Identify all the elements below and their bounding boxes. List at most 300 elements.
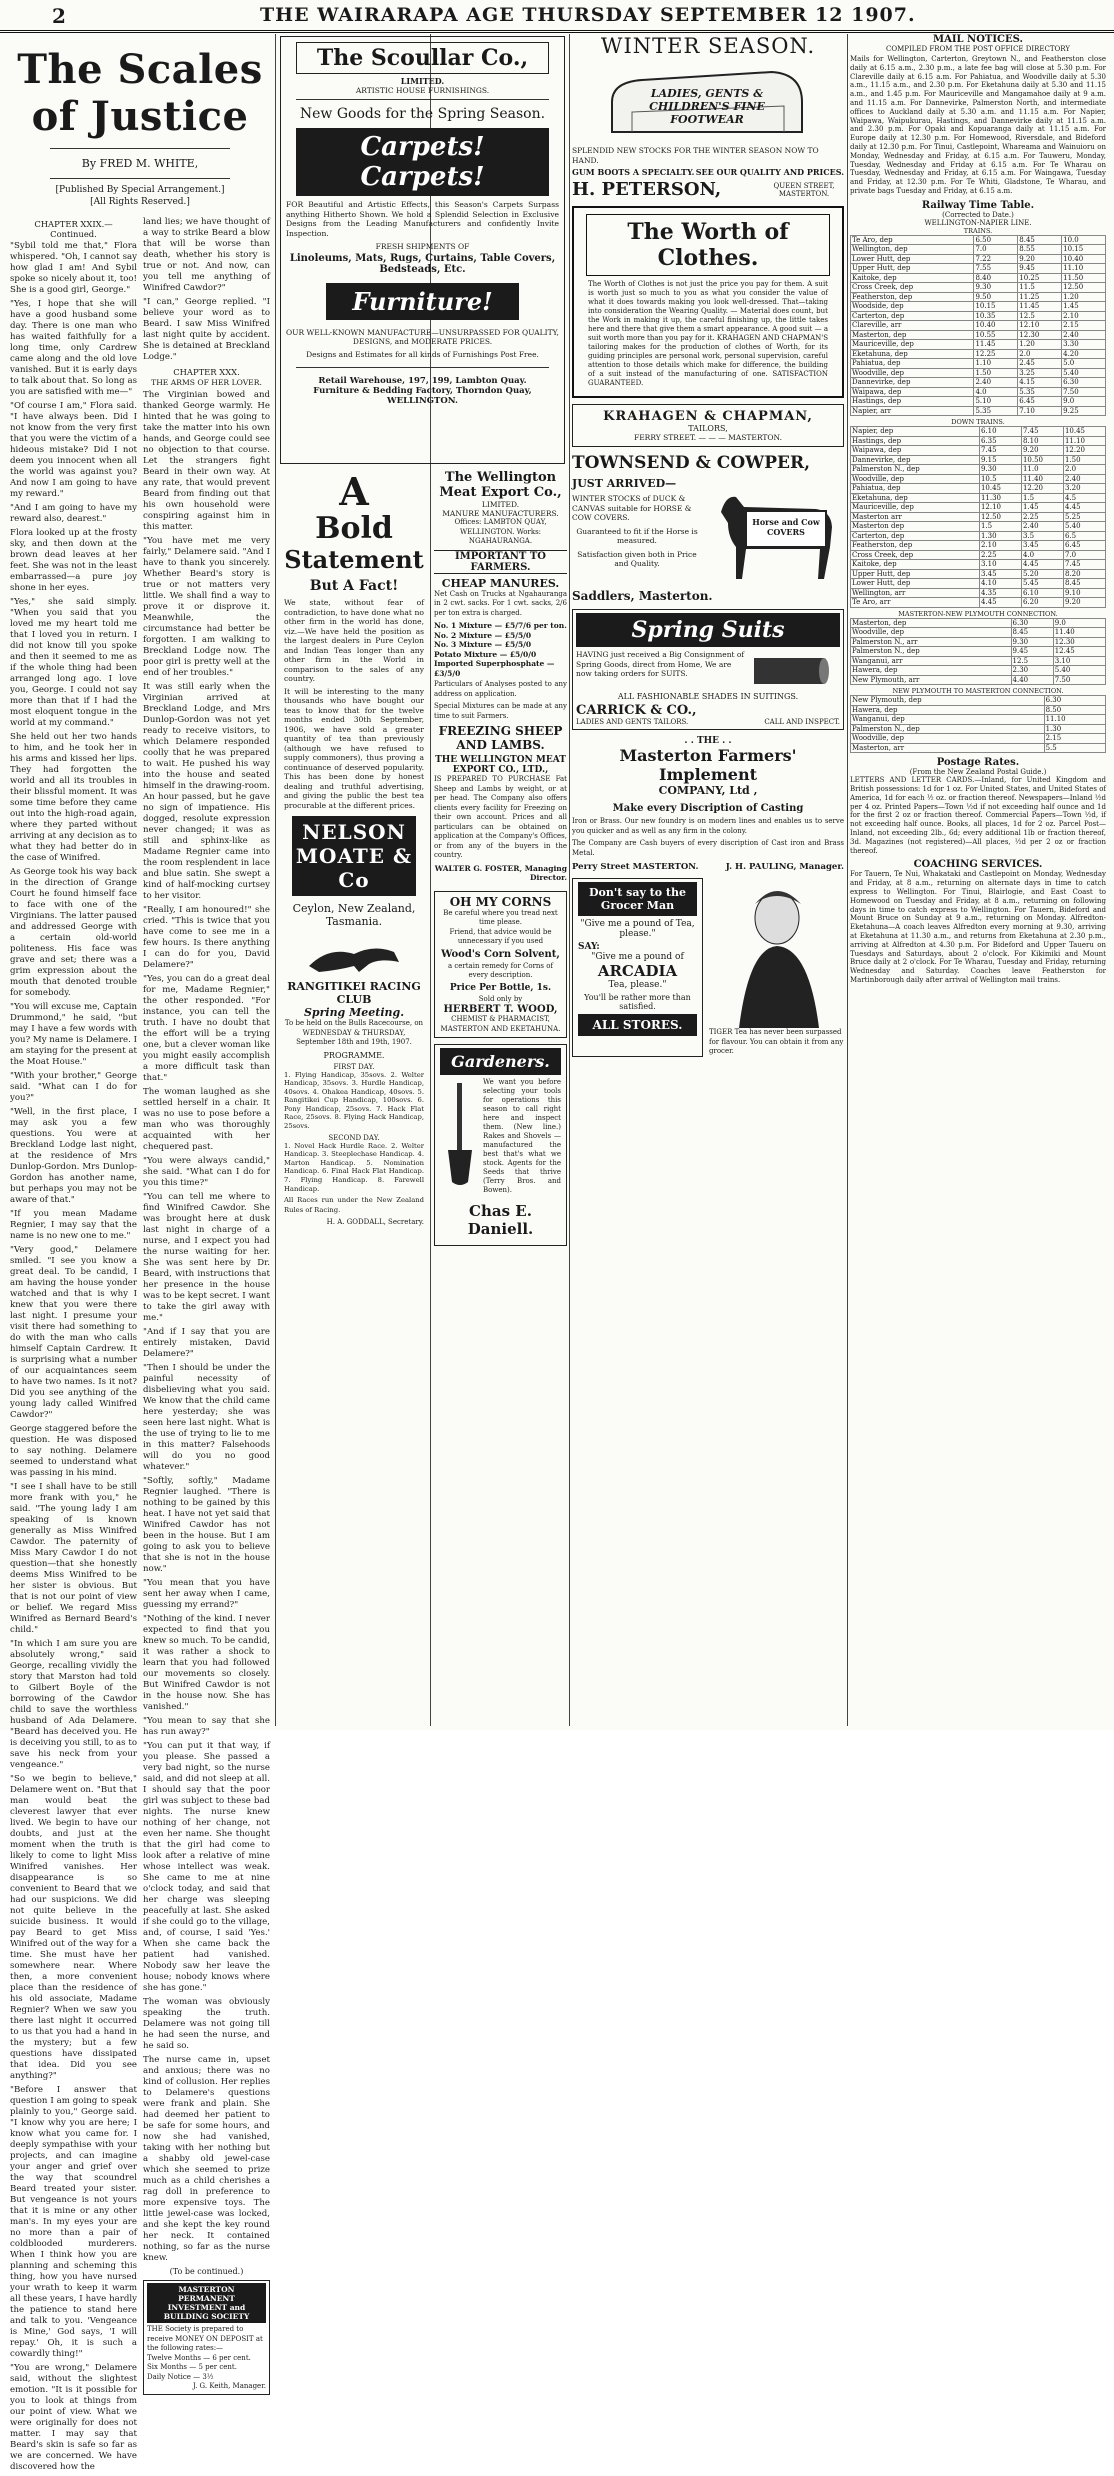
ad-text: ALL STORES. xyxy=(578,1014,697,1036)
mnp-row xyxy=(851,628,1106,638)
up-train-row xyxy=(851,340,1106,350)
mnp-row xyxy=(851,675,1106,685)
ad-limited: LIMITED. xyxy=(400,76,445,86)
furniture-banner: Furniture! xyxy=(326,283,519,320)
station-cell: Napier, arr xyxy=(851,406,974,416)
time-cell: 6.10 xyxy=(1021,588,1063,598)
down-train-row xyxy=(851,522,1106,532)
chapter-subheading: THE ARMS OF HER LOVER. xyxy=(151,378,262,387)
station-cell: Palmerston N., arr xyxy=(851,637,1012,647)
station-cell: Clareville, arr xyxy=(851,321,974,331)
ad-place: Ceylon, New Zealand, Tasmania. xyxy=(292,902,416,928)
ad-text: LADIES AND GENTS TAILORS. xyxy=(576,718,689,726)
time-cell: 11.10 xyxy=(1063,436,1105,446)
down-train-row xyxy=(851,465,1106,475)
mnp-row xyxy=(851,647,1106,657)
time-cell: 5.10 xyxy=(974,397,1018,407)
time-cell: 1.5 xyxy=(979,522,1021,532)
story-paragraph: The Virginian bowed and thanked George warmly. He hinted that he was going to take the matter into his own hands, and George could see no objection to that course. Let the strangers fight Beard in their own way. At any rate, that would prevent Beard from finding out that his own household were conspiring against him in this matter. xyxy=(143,390,270,532)
masterton-permanent-ad xyxy=(143,2280,270,2395)
time-cell: 7.0 xyxy=(974,245,1018,255)
time-cell: 8.45 xyxy=(1063,579,1105,589)
time-cell: 11.25 xyxy=(1018,292,1062,302)
station-cell: Waipawa, dep xyxy=(851,446,980,456)
time-cell: 3.10 xyxy=(1053,656,1105,666)
station-cell: Eketahuna, dep xyxy=(851,349,974,359)
mnp-table xyxy=(850,618,1106,686)
station-cell: Hawera, dep xyxy=(851,705,1045,715)
up-train-row xyxy=(851,311,1106,321)
mnp-title: MASTERTON-NEW PLYMOUTH CONNECTION. xyxy=(898,609,1058,618)
time-cell: 2.10 xyxy=(979,541,1021,551)
ad-title: MASTERTON PERMANENT INVESTMENT and BUILDING SOCIETY xyxy=(147,2283,266,2323)
ad-text: "Give me a pound of xyxy=(591,952,684,962)
ad-text: Special Mixtures can be made at any time to suit Farmers. xyxy=(434,702,567,720)
story-paragraph: George staggered before the question. He was disposed to say nothing. Delamere seemed to understand what was passing in his mind. xyxy=(10,1424,137,1478)
ad-text: Guaranteed to fit if the Horse is measured. xyxy=(576,526,698,545)
ad-title: KRAHAGEN & CHAPMAN, xyxy=(603,409,813,424)
ad-text: You'll be rather more than satisfied. xyxy=(584,993,691,1011)
rate-row: Twelve Months — 6 per cent. xyxy=(147,2353,251,2362)
up-train-row xyxy=(851,254,1106,264)
story-paragraph: "Nothing of the kind. I never expected to find that you knew so much. To be candid, it was rather a shock to learn that you had followed our movements so closely. But Winifred Cawdor is not in the house now. She has vanished." xyxy=(143,1614,270,1712)
station-cell: Masterton arr xyxy=(851,512,980,522)
ad-address: Retail Warehouse, 197, 199, Lambton Quay. xyxy=(318,376,527,386)
station-cell: Te Aro, dep xyxy=(851,235,974,245)
ad-heading: New Goods for the Spring Season. xyxy=(299,106,546,122)
rail-trains: TRAINS. xyxy=(963,226,993,235)
column-3-lower xyxy=(434,470,567,1726)
ad-brand: ARCADIA xyxy=(597,962,678,980)
ad-text: Linoleums, Mats, Rugs, Curtains, Table Covers, Bedsteads, Etc. xyxy=(289,253,556,275)
ad-address: Furniture & Bedding Factory, Thorndon Quay, WELLINGTON. xyxy=(313,386,532,406)
story-paragraph: "If you mean Madame Regnier, I may say that the name is no new one to me." xyxy=(10,1209,137,1241)
story-paragraph: As George took his way back in the direction of Grange Court he found himself face to face with one of the Virginians. The latter paused and addressed George with a certain old-world politeness. His face was grave and set; there was a grim expression about the mouth that denoted trouble for somebody. xyxy=(10,867,137,998)
time-cell: 7.45 xyxy=(1063,560,1105,570)
time-cell: 4.45 xyxy=(1021,560,1063,570)
racehorse-icon xyxy=(299,936,409,976)
time-cell: 12.5 xyxy=(1011,656,1053,666)
ad-text: Designs and Estimates for all kinds of Furnishings Post Free. xyxy=(306,350,539,359)
worth-of-clothes-ad xyxy=(572,206,844,398)
time-cell: 2.0 xyxy=(1063,465,1105,475)
mail-title: MAIL NOTICES. xyxy=(933,34,1023,45)
station-cell: Kaitoke, dep xyxy=(851,560,980,570)
ad-subtitle: ARTISTIC HOUSE FURNISHINGS. xyxy=(355,86,490,95)
up-train-row xyxy=(851,330,1106,340)
story-paragraph: "You will excuse me, Captain Drummond," he said, "but may I have a few words with you? My name is Delamere. I am staying for the present at the Moat House." xyxy=(10,1002,137,1067)
station-cell: Napier, dep xyxy=(851,427,980,437)
time-cell: 6.30 xyxy=(1044,696,1105,706)
time-cell: 6.30 xyxy=(1011,618,1053,628)
ad-signature: J. G. Keith, Manager. xyxy=(192,2382,266,2390)
up-train-row xyxy=(851,397,1106,407)
station-cell: Carterton, dep xyxy=(851,311,974,321)
ad-text: Friend, that advice would be unnecessary if you used xyxy=(449,927,552,945)
down-train-row xyxy=(851,598,1106,608)
time-cell: 11.45 xyxy=(1018,302,1062,312)
time-cell: 5.45 xyxy=(1021,579,1063,589)
time-cell: 7.45 xyxy=(1021,427,1063,437)
npm-table xyxy=(850,695,1106,753)
time-cell: 12.30 xyxy=(1018,330,1062,340)
ad-address: QUEEN STREET, MASTERTON. xyxy=(773,181,835,198)
time-cell: 9.0 xyxy=(1062,397,1106,407)
price-row: Imported Superphosphate — £3/5/0 xyxy=(434,659,555,678)
ad-text: FRESH SHIPMENTS OF xyxy=(375,242,470,251)
ad-text: JUST ARRIVED— xyxy=(572,477,677,490)
time-cell: 1.45 xyxy=(1062,302,1106,312)
up-train-row xyxy=(851,406,1106,416)
story-paragraph: "You mean to say that she has run away?" xyxy=(143,1716,270,1737)
arcadia-box xyxy=(572,878,703,1057)
down-train-row xyxy=(851,427,1106,437)
ad-text: Tea, please." xyxy=(608,980,667,990)
story-paragraph: "You have met me very fairly," Delamere said. "And I have to thank you sincerely. Whether Beard's story is true or not matters very little. We shall find a way to prove it or disprove it. Meanwhile, the circumstance had better be forgotten. I am walking to Breckland Lodge now. The poor girl is pretty well at the end of her troubles." xyxy=(143,536,270,678)
time-cell: 12.20 xyxy=(1063,446,1105,456)
up-train-row xyxy=(851,264,1106,274)
time-cell: 9.20 xyxy=(1021,446,1063,456)
column-rule xyxy=(569,34,570,1726)
time-cell: 7.55 xyxy=(974,264,1018,274)
time-cell: 1.5 xyxy=(1021,493,1063,503)
time-cell: 5.5 xyxy=(1044,743,1105,753)
time-cell: 12.50 xyxy=(979,512,1021,522)
story-paragraph: "And if I say that you are entirely mistaken, David Delamere?" xyxy=(143,1327,270,1359)
time-cell: 4.5 xyxy=(1063,493,1105,503)
station-cell: Cross Creek, dep xyxy=(851,283,974,293)
time-cell: 6.30 xyxy=(1062,378,1106,388)
time-cell: 11.0 xyxy=(1021,465,1063,475)
column-4 xyxy=(572,34,844,1726)
time-cell: 2.10 xyxy=(1062,311,1106,321)
ad-name: CARRICK & CO., xyxy=(576,703,697,718)
station-cell: Featherston, dep xyxy=(851,292,974,302)
ad-heading: CHEAP MANURES. xyxy=(441,576,560,590)
station-cell: Mauriceville, dep xyxy=(851,503,980,513)
up-train-row xyxy=(851,292,1106,302)
time-cell: 11.40 xyxy=(1053,628,1105,638)
fabric-roll-icon xyxy=(750,650,830,690)
station-cell: Woodside, dep xyxy=(851,302,974,312)
time-cell: 1.10 xyxy=(974,359,1018,369)
ad-heading: Make every Discription of Casting xyxy=(612,803,804,814)
time-cell: 11.30 xyxy=(979,493,1021,503)
station-cell: New Plymouth, dep xyxy=(851,696,1045,706)
time-cell: 12.5 xyxy=(1018,311,1062,321)
price-row: No. 3 Mixture — £5/5/0 xyxy=(434,640,532,649)
up-train-row xyxy=(851,368,1106,378)
winter-season-ad xyxy=(572,34,844,200)
ad-text: THE Society is prepared to receive MONEY ON DEPOSIT at the following rates:— xyxy=(147,2325,263,2352)
station-cell: New Plymouth, arr xyxy=(851,675,1012,685)
down-train-row xyxy=(851,455,1106,465)
time-cell: 6.10 xyxy=(979,427,1021,437)
time-cell: 5.20 xyxy=(1021,569,1063,579)
station-cell: Hastings, dep xyxy=(851,436,980,446)
down-trains-title: DOWN TRAINS. xyxy=(951,418,1005,427)
time-cell: 12.20 xyxy=(1021,484,1063,494)
station-cell: Masterton dep xyxy=(851,522,980,532)
ad-name: HERBERT T. WOOD, xyxy=(443,1004,558,1015)
ad-text: All Races run under the New Zealand Rules of Racing. xyxy=(284,1196,424,1214)
time-cell: 7.50 xyxy=(1062,387,1106,397)
story-notice: [Published By Special Arrangement.] xyxy=(55,185,225,195)
time-cell: 7.50 xyxy=(1053,675,1105,685)
ad-limited: LIMITED. xyxy=(481,500,520,509)
up-train-row xyxy=(851,302,1106,312)
time-cell: 11.40 xyxy=(1021,474,1063,484)
arcadia-ad xyxy=(572,878,844,1057)
time-cell: 7.22 xyxy=(974,254,1018,264)
station-cell: Mauriceville, dep xyxy=(851,340,974,350)
scoullar-ad xyxy=(280,34,565,469)
time-cell: 9.0 xyxy=(1053,618,1105,628)
time-cell: 11.50 xyxy=(1062,273,1106,283)
time-cell: 9.25 xyxy=(1062,406,1106,416)
time-cell: 4.45 xyxy=(1063,503,1105,513)
scoullar-box xyxy=(280,36,565,464)
station-cell: Palmerston N., dep xyxy=(851,724,1045,734)
time-cell: 6.45 xyxy=(1063,541,1105,551)
coaching-title: COACHING SERVICES. xyxy=(913,859,1043,871)
ad-title: Gardeners. xyxy=(440,1048,561,1075)
story-paragraph: It was still early when the Virginian arrived at Breckland Lodge, and Mrs Dunlop-Gordon was not yet ready to receive visitors, to which Delamere responded coolly that he was prepared to wait. He pushed his way into the house and seated himself in the drawing-room. An hour passed, but he gave no sign of impatience. His dogged, resolute expression never changed; it was as still and sphinx-like as Madame Regnier came into the room resplendent in lace and blue satin. She swept a kind of half-mocking curtsey to her visitor. xyxy=(143,682,270,901)
time-cell: 10.50 xyxy=(1021,455,1063,465)
ad-text: a certain remedy for Corns of every description. xyxy=(447,961,554,979)
ad-text: Particulars of Analyses posted to any address on application. xyxy=(434,680,567,698)
ad-text: IS PREPARED TO PURCHASE Fat Sheep and Lambs by weight, or at per head. The Company also offers clients every facility for Freezing on their own account. Prices and all particulars can be obtained on application at the Company's Offices, or from any of the buyers in the country. xyxy=(434,775,567,859)
time-cell: 10.5 xyxy=(979,474,1021,484)
station-cell: Masterton, dep xyxy=(851,330,974,340)
mail-text: Mails for Wellington, Carterton, Greytown N., and Featherston close daily at 6.15 a.m., 2.30 p.m., a late fee bag will close at 5.30 p.m. For Clareville daily at 6.15 a.m. For Pahiatua, and Woodville daily at 5.30 a.m., 11.15 a.m., and 2.30 p.m. For Eketahuna daily at 5.30 and 11.15 a.m., and 1.45 p.m. For Mauriceville and Mangamahoe daily at 9 a.m. and 11.15 a.m. For Dannevirke, Palmerston North, and intermediate offices to Auckland daily at 5.30 a.m. and 11.15 a.m. For Napier, Waipawa, Waipukurau, Hastings, and Dannevirke daily at 11.15 a.m. and 2.30 p.m. For Opaki and Kopuaranga daily at 11.15 a.m. For Europe daily at 12.30 p.m. For Homewood, Riversdale, and Bideford daily at 12.30 p.m. For Tinui, Castlepoint, Whareama and Wainuioru on Monday, Wednesday and Friday, at 6.15 a.m. For Tauweru, Monday, Tuesday, Wednesday and Friday at 6.15 a.m. For Te Wharau on Tuesday, Wednesday and Friday, at 6.15 a.m. For Waingawa, Tuesday and Friday, at 12.30 p.m. For Te Whiti, Gladstone, Te Wharau, and private bags Tuesday and Friday, at 6.15 a.m. xyxy=(850,55,1106,195)
story-paragraph: "Sybil told me that," Flora whispered. "Oh, I cannot say how glad I am! And Sybil spoke so nicely about it, too! She is a good girl, George." xyxy=(10,241,137,295)
mnp-row xyxy=(851,637,1106,647)
ad-title: OH MY CORNS xyxy=(449,894,552,909)
down-train-row xyxy=(851,550,1106,560)
ad-text: OUR WELL-KNOWN MANUFACTURE—UNSURPASSED FOR QUALITY, DESIGNS, and MODERATE PRICES. xyxy=(286,328,559,346)
time-cell: 11.10 xyxy=(1062,264,1106,274)
ad-text: ALL FASHIONABLE SHADES IN SUITINGS. xyxy=(617,692,799,701)
ad-text: CALL AND INSPECT. xyxy=(764,718,840,726)
townsend-cowper-ad xyxy=(572,453,844,603)
time-cell: 9.10 xyxy=(1063,588,1105,598)
time-cell: 10.55 xyxy=(974,330,1018,340)
ad-heading: FREEZING SHEEP AND LAMBS. xyxy=(438,724,563,752)
station-cell: Masterton, dep xyxy=(851,618,1012,628)
time-cell: 10.45 xyxy=(1063,427,1105,437)
time-cell: 6.50 xyxy=(974,235,1018,245)
time-cell: 5.25 xyxy=(1063,512,1105,522)
time-cell: 2.40 xyxy=(1021,522,1063,532)
ad-text: GUM BOOTS A SPECIALTY. xyxy=(572,167,695,177)
down-train-row xyxy=(851,569,1106,579)
ad-subtitle: TAILORS, xyxy=(688,424,728,433)
gardeners-ad xyxy=(434,1044,567,1246)
time-cell: 8.45 xyxy=(1018,235,1062,245)
station-cell: Woodville, dep xyxy=(851,734,1045,744)
up-train-row xyxy=(851,273,1106,283)
down-train-row xyxy=(851,436,1106,446)
ad-day: SECOND DAY. xyxy=(328,1133,380,1142)
ad-title: RANGITIKEI RACING CLUB xyxy=(287,980,421,1006)
story-paragraph: "And I am going to have my reward also, dearest." xyxy=(10,503,137,524)
story-paragraph: "You were always candid," she said. "What can I do for you this time?" xyxy=(143,1156,270,1188)
down-train-row xyxy=(851,560,1106,570)
npm-title: NEW PLYMOUTH TO MASTERTON CONNECTION. xyxy=(892,687,1064,696)
ad-text: MASTERTON AND EKETAHUNA. xyxy=(440,1024,561,1033)
time-cell: 3.45 xyxy=(979,569,1021,579)
time-cell: 1.50 xyxy=(1063,455,1105,465)
ad-title: The Scoullar Co., xyxy=(296,42,549,74)
time-cell: 12.50 xyxy=(1062,283,1106,293)
station-cell: Palmerston N., dep xyxy=(851,465,980,475)
story-paragraph: "In which I am sure you are absolutely wrong," said George, recalling vividly the story that Marston had told to Gilbert Boyle of the borrowing of the Cawdor child to save the worthless husband of Ada Delamere. "Beard has deceived you. He is deceiving you still, to as to save his neck from your vengeance." xyxy=(10,1639,137,1770)
ad-big-a: A xyxy=(339,469,369,514)
rug-label: Horse and Cow COVERS xyxy=(752,517,820,537)
ad-statement: Statement xyxy=(284,545,424,574)
time-cell: 10.15 xyxy=(1062,245,1106,255)
masthead-title: THE WAIRARAPA AGE THURSDAY SEPTEMBER 12 1907. xyxy=(260,4,916,26)
story-paragraph: "I see I shall have to be still more frank with you," he said. "The young lady I am speaking of is known generally as Miss Winifred Cawdor. The paternity of Miss Mary Cawdor I do not question—that she honestly deems Miss Winifred to be her sister is obvious. But that is not our point of view or belief. We regard Miss Winifred as Bernard Beard's child." xyxy=(10,1482,137,1635)
station-cell: Wanganui, dep xyxy=(851,715,1045,725)
time-cell: 7.10 xyxy=(1018,406,1062,416)
ad-signature: WALTER G. FOSTER, Managing Director. xyxy=(434,863,567,882)
divider xyxy=(296,99,549,100)
divider xyxy=(50,148,230,149)
time-cell: 12.45 xyxy=(1053,647,1105,657)
time-cell: 4.40 xyxy=(1011,675,1053,685)
time-cell: 10.40 xyxy=(1062,254,1106,264)
story-paragraph: "With your brother," George said. "What can I do for you?" xyxy=(10,1071,137,1103)
ad-text: TIGER Tea has never been surpassed for flavour. You can obtain it from any grocer. xyxy=(709,1028,844,1055)
chapter-heading: CHAPTER XXX. xyxy=(173,367,240,377)
time-cell: 2.45 xyxy=(1018,359,1062,369)
time-cell: 1.20 xyxy=(1018,340,1062,350)
ad-text: HAVING just received a Big Consignment of Spring Goods, direct from Home, We are now taking orders for SUITS. xyxy=(576,650,745,678)
up-train-row xyxy=(851,245,1106,255)
time-cell: 2.0 xyxy=(1018,349,1062,359)
postage-title: Postage Rates. xyxy=(936,757,1020,769)
ad-fact: But A Fact! xyxy=(309,578,399,594)
time-cell: 10.25 xyxy=(1018,273,1062,283)
ad-address: Offices: LAMBTON QUAY, WELLINGTON. Works: NGAHAURANGA. xyxy=(454,518,547,545)
story-notice: [All Rights Reserved.] xyxy=(90,197,190,207)
ad-company: THE WELLINGTON MEAT EXPORT CO., LTD., xyxy=(435,755,566,775)
story-paragraph: She held out her two hands to him, and he took her in his arms and kissed her lips. They had forgotten the world and all its troubles in their blissful moment. It was some time before they came out into the high-road again, where they parted without arriving at any decision as to what they had better do in the case of Winifred. xyxy=(10,732,137,863)
station-cell: Wellington, arr xyxy=(851,588,980,598)
time-cell: 7.0 xyxy=(1063,550,1105,560)
coaching-text: For Tauern, Te Nui, Whakataki and Castlepoint on Monday, Wednesday and Friday, at 8 a.m., returning on alternate days in time to catch express to Wellington. For Tinui, Blairlogie, and East Coast to Homewood on Tuesday and Friday, at 8 a.m., returning on following days in time to catch express to Wellington. For Tauern, Bideford and Mount Bruce on Sunday at 9 a.m., returning on Monday. Alfredton-Eketahuna—A coach leaves Alfredton every morning at 9.30, arriving at Eketahuna at 11.30 a.m., and returns from Eketahuna at 2.30 p.m., arriving at Alfredton at 4.30 p.m. For Bideford and Upper Taueru on Tuesdays and Saturdays, about 2 o'clock. For Kikimiki and Mount Bruce daily at 2 o'clock. For Te Wharau, Tuesday and Friday, returning Wednesday and Saturday. Coaches leave Featherston for Martinborough daily after arrival of Wellington mail trains. xyxy=(850,870,1106,984)
ad-manager: J. H. PAULING, Manager. xyxy=(725,862,844,872)
station-cell: Masterton, arr xyxy=(851,743,1045,753)
down-train-row xyxy=(851,484,1106,494)
ad-address: FERRY STREET. — — — MASTERTON. xyxy=(634,433,782,442)
time-cell: 6.45 xyxy=(1018,397,1062,407)
time-cell: 8.55 xyxy=(1018,245,1062,255)
station-cell: Wellington, dep xyxy=(851,245,974,255)
story-paragraph: "Before I answer that question I am going to speak plainly to you," George said. "I know why you are here; I know what you came for. I deeply sympathise with your projects, and can imagine your anger and grief over the way that scoundrel Beard treated your sister. But vengeance is not yours that it is mine or any other man's. In my eyes your are no more than a pair of coldblooded murderers. When I think how you are planning and scheming this thing, how you have nursed your wrath to keep it warm all these years, I have hardly the patience to stand here and talk to you. 'Vengeance is Mine,' God says, 'I will repay.' Oh, it is such a cowardly thing!" xyxy=(10,2085,137,2359)
station-cell: Eketahuna, dep xyxy=(851,493,980,503)
down-trains-table xyxy=(850,426,1106,608)
time-cell: 11.10 xyxy=(1044,715,1105,725)
ad-text: SEE OUR QUALITY AND PRICES. xyxy=(695,167,844,177)
story-paragraph: "Well, in the first place, I may ask you a few questions. You were at Breckland Lodge last night, at the residence of Mrs Dunlop-Gordon. Mrs Dunlop-Gordon has another name, but perhaps you may not be aware of that." xyxy=(10,1107,137,1205)
station-cell: Woodville, dep xyxy=(851,368,974,378)
nelson-moate-ad xyxy=(280,469,428,928)
down-train-row xyxy=(851,588,1106,598)
time-cell: 2.30 xyxy=(1011,666,1053,676)
npm-row xyxy=(851,705,1106,715)
ad-address: Perry Street MASTERTON. xyxy=(572,862,699,872)
time-cell: 10.0 xyxy=(1062,235,1106,245)
up-train-row xyxy=(851,235,1106,245)
time-cell: 11.45 xyxy=(974,340,1018,350)
time-cell: 12.25 xyxy=(974,349,1018,359)
story-paragraph: "You can tell me where to find Winifred Cawdor. She was brought here at dusk last night in charge of a nurse, and I expect you had the nurse waiting for her. She was sent here by Dr. Beard, with instructions that her presence in the house was to be kept secret. I want to take the girl away with me." xyxy=(143,1192,270,1323)
time-cell: 10.40 xyxy=(974,321,1018,331)
ad-text: It will be interesting to the many thousands who have bought our teas to know that for the twelve months ended 30th September, 1906, we have sold a greater quantity of tea than previously (although we have refused to supply commoners), thus proving a continuance of deserved popularity. This has been done by honest dealing and truthful advertising, and giving the public the best tea procurable at the different prices. xyxy=(284,686,424,810)
time-cell: 8.45 xyxy=(1011,628,1053,638)
postage-text: LETTERS AND LETTER CARDS.—Inland, for United Kingdom and British possessions: 1d for 1 oz. For United States, and United States of America, 1d for each ½ oz. or fraction thereof. Newspapers—Inland ½d per 4 oz. Printed Papers—Town ½d if not exceeding half ounce and 1d for the first 2 oz or fraction thereof. Commercial Papers—Town ½d, if not exceeding half ounce. Books, all places, 1d for 2 oz. Parcel Post—Inland, not exceeding 2lb., 6d; every additional 1lb or fraction thereof, 3d. Magazines (not registered)—All places, ½d per 2 oz or fraction thereof. xyxy=(850,776,1106,855)
story-paragraph: Flora looked up at the frosty sky, and then down at the brown dead leaves at her feet. She was not in the least embarrassed—a pure joy shone in her eyes. xyxy=(10,528,137,593)
column-2-lower xyxy=(280,470,428,1726)
time-cell: 4.0 xyxy=(974,387,1018,397)
time-cell: 1.30 xyxy=(979,531,1021,541)
station-cell: Pahiatua, dep xyxy=(851,359,974,369)
time-cell: 5.35 xyxy=(1018,387,1062,397)
chapter-heading: CHAPTER XXIX.— Continued. xyxy=(34,219,113,239)
ad-price: Price Per Bottle, 1s. xyxy=(449,982,552,993)
time-cell: 1.30 xyxy=(1044,724,1105,734)
story-paragraph: land lies; we have thought of a way to strike Beard a blow that will be worse than death, whether his story is true or not. And now, can you tell me anything of Winifred Cawdor?" xyxy=(143,217,270,293)
station-cell: Woodville, dep xyxy=(851,628,1012,638)
station-cell: Dannevirke, dep xyxy=(851,378,974,388)
ad-signature: H. A. GODDALL, Secretary. xyxy=(326,1218,424,1227)
time-cell: 2.25 xyxy=(1021,512,1063,522)
divider xyxy=(50,178,230,179)
story-paragraph: "Very good," Delamere smiled. "I see you know a great deal. To be candid, I am having the house yonder watched and that is why I knew that you were there last night. I presume your visit there had something to do with the man who calls himself Captain Cardrew. It is surprising what a number of our acquaintances seem to have two names. Is it not? Did you see anything of the young lady called Winifred Cawdor?" xyxy=(10,1245,137,1420)
time-cell: 9.30 xyxy=(974,283,1018,293)
ad-programme: PROGRAMME. xyxy=(323,1050,385,1060)
ad-text: We want you before selecting your tools for operations this season to call right here and inspect them. (New line.) Rakes and Shovels — manufactured the best that's what we stock. Agents for the Seeds that thrive (Terry Bros. and Bowen). xyxy=(483,1078,561,1194)
time-cell: 3.5 xyxy=(1021,531,1063,541)
station-cell: Pahiatua, dep xyxy=(851,484,980,494)
story-paragraph: "Yes," she said simply. "When you said that you loved me my heart told me that I loved you in return. I did not know till you spoke and then it seemed to me as if the whole thing had been arranged long ago. I love you, George. I could not say more than that if I had the most eloquent tongue in the world at my command." xyxy=(10,597,137,728)
time-cell: 1.20 xyxy=(1062,292,1106,302)
ad-text: . . THE . . xyxy=(684,736,732,746)
time-cell: 3.25 xyxy=(1018,368,1062,378)
npm-row xyxy=(851,734,1106,744)
up-train-row xyxy=(851,359,1106,369)
story-paragraph: "Of course I am," Flora said. "I have always been. Did I not know from the very first that you were the victim of a hideous mistake? Did I not deem you innocent when all the world was against you? And now I am going to have my reward." xyxy=(10,401,137,499)
masthead xyxy=(0,0,1114,33)
station-cell: Upper Hutt, dep xyxy=(851,569,980,579)
down-train-row xyxy=(851,493,1106,503)
down-train-row xyxy=(851,503,1106,513)
time-cell: 10.15 xyxy=(974,302,1018,312)
time-cell: 1.50 xyxy=(974,368,1018,378)
down-train-row xyxy=(851,531,1106,541)
time-cell: 4.45 xyxy=(979,598,1021,608)
time-cell: 8.10 xyxy=(1021,436,1063,446)
ad-title: Masterton Farmers' Implement xyxy=(619,746,797,784)
npm-row xyxy=(851,715,1106,725)
story-paragraph: "Then I should be under the painful necessity of disbelieving what you said. We know that the child came here yesterday; she was seen here last night. What is the use of trying to lie to me in this matter? Falsehoods will do you no good whatever." xyxy=(143,1363,270,1472)
time-cell: 9.45 xyxy=(1018,264,1062,274)
rail-subtitle: (Corrected to Date.) xyxy=(942,210,1014,219)
station-cell: Lower Hutt, dep xyxy=(851,254,974,264)
